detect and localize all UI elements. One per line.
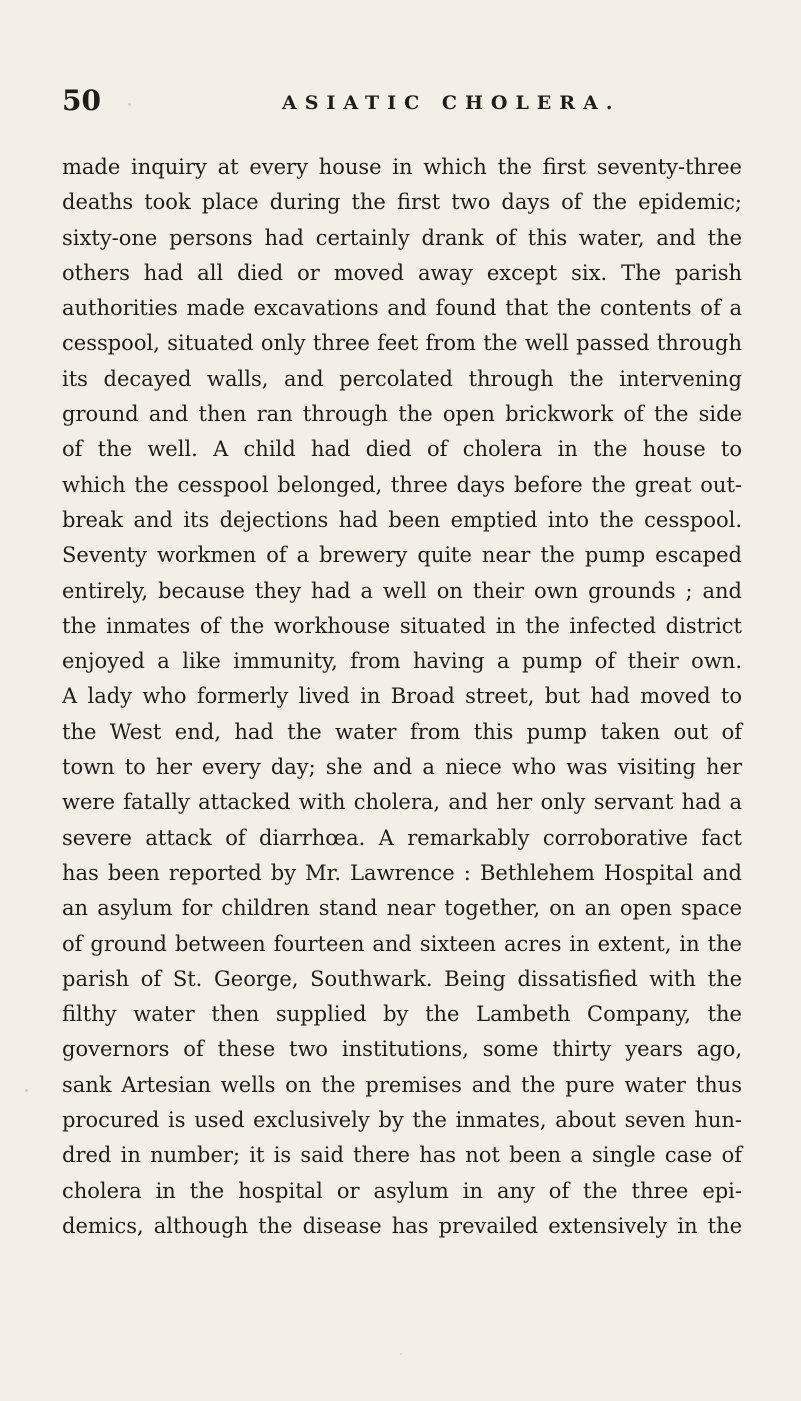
text-line-3: sixty-one persons had certainly drank of this water, and the <box>62 225 742 250</box>
text-line-17: the West end, had the water from this pump taken out of <box>62 719 742 744</box>
text-line-27: sank Artesian wells on the premises and the pure water thus <box>62 1072 742 1097</box>
text-line-29: dred in number; it is said there has not been a single case of <box>62 1143 742 1168</box>
text-line-8: ground and then ran through the open brickwork of the side <box>62 402 742 427</box>
text-line-15: enjoyed a like immunity, from having a pump of their own. <box>62 649 742 674</box>
text-line-5: authorities made excavations and found that the contents of a <box>62 296 742 321</box>
text-line-4: others had all died or moved away except six. The parish <box>62 260 742 285</box>
text-line-18: town to her every day; she and a niece who was visiting her <box>62 755 742 780</box>
text-line-10: which the cesspool belonged, three days before the great out- <box>62 472 742 497</box>
text-line-14: the inmates of the workhouse situated in the infected district <box>62 613 742 638</box>
text-line-25: filthy water then supplied by the Lambeth Company, the <box>62 1002 742 1027</box>
running-title: ASIATIC CHOLERA. <box>282 92 621 114</box>
text-line-30: cholera in the hospital or asylum in any of the three epi- <box>62 1178 742 1203</box>
text-line-13: entirely, because they had a well on their own grounds ; and <box>62 578 742 603</box>
text-line-28: procured is used exclusively by the inmates, about seven hun- <box>62 1108 742 1133</box>
text-line-12: Seventy workmen of a brewery quite near the pump escaped <box>62 543 742 568</box>
body-text <box>62 150 742 1244</box>
text-line-23: of ground between fourteen and sixteen acres in extent, in the <box>62 931 742 956</box>
text-line-2: deaths took place during the first two days of the epidemic; <box>62 190 742 215</box>
text-line-9: of the well. A child had died of cholera in the house to <box>62 437 742 462</box>
paper-speck <box>128 103 131 106</box>
text-line-21: has been reported by Mr. Lawrence : Bethlehem Hospital and <box>62 860 742 885</box>
text-line-24: parish of St. George, Southwark. Being dissatisfied with the <box>62 966 742 991</box>
text-line-22: an asylum for children stand near together, on an open space <box>62 896 742 921</box>
text-line-7: its decayed walls, and percolated through the intervening <box>62 366 742 391</box>
text-line-20: severe attack of diarrhœa. A remarkably corroborative fact <box>62 825 742 850</box>
page-header <box>62 84 742 126</box>
paper-speck <box>400 1353 402 1355</box>
text-line-19: were fatally attacked with cholera, and her only servant had a <box>62 790 742 815</box>
paper-speck <box>25 1089 28 1092</box>
page-number: 50 <box>62 84 101 117</box>
text-line-26: governors of these two institutions, some thirty years ago, <box>62 1037 742 1062</box>
text-line-1: made inquiry at every house in which the first seventy-three <box>62 155 742 179</box>
text-line-6: cesspool, situated only three feet from the well passed through <box>62 331 742 356</box>
text-line-11: break and its dejections had been emptied into the cesspool. <box>62 507 742 532</box>
text-line-31: demics, although the disease has prevailed extensively in the <box>62 1213 742 1238</box>
text-line-16: A lady who formerly lived in Broad street, but had moved to <box>62 684 742 709</box>
